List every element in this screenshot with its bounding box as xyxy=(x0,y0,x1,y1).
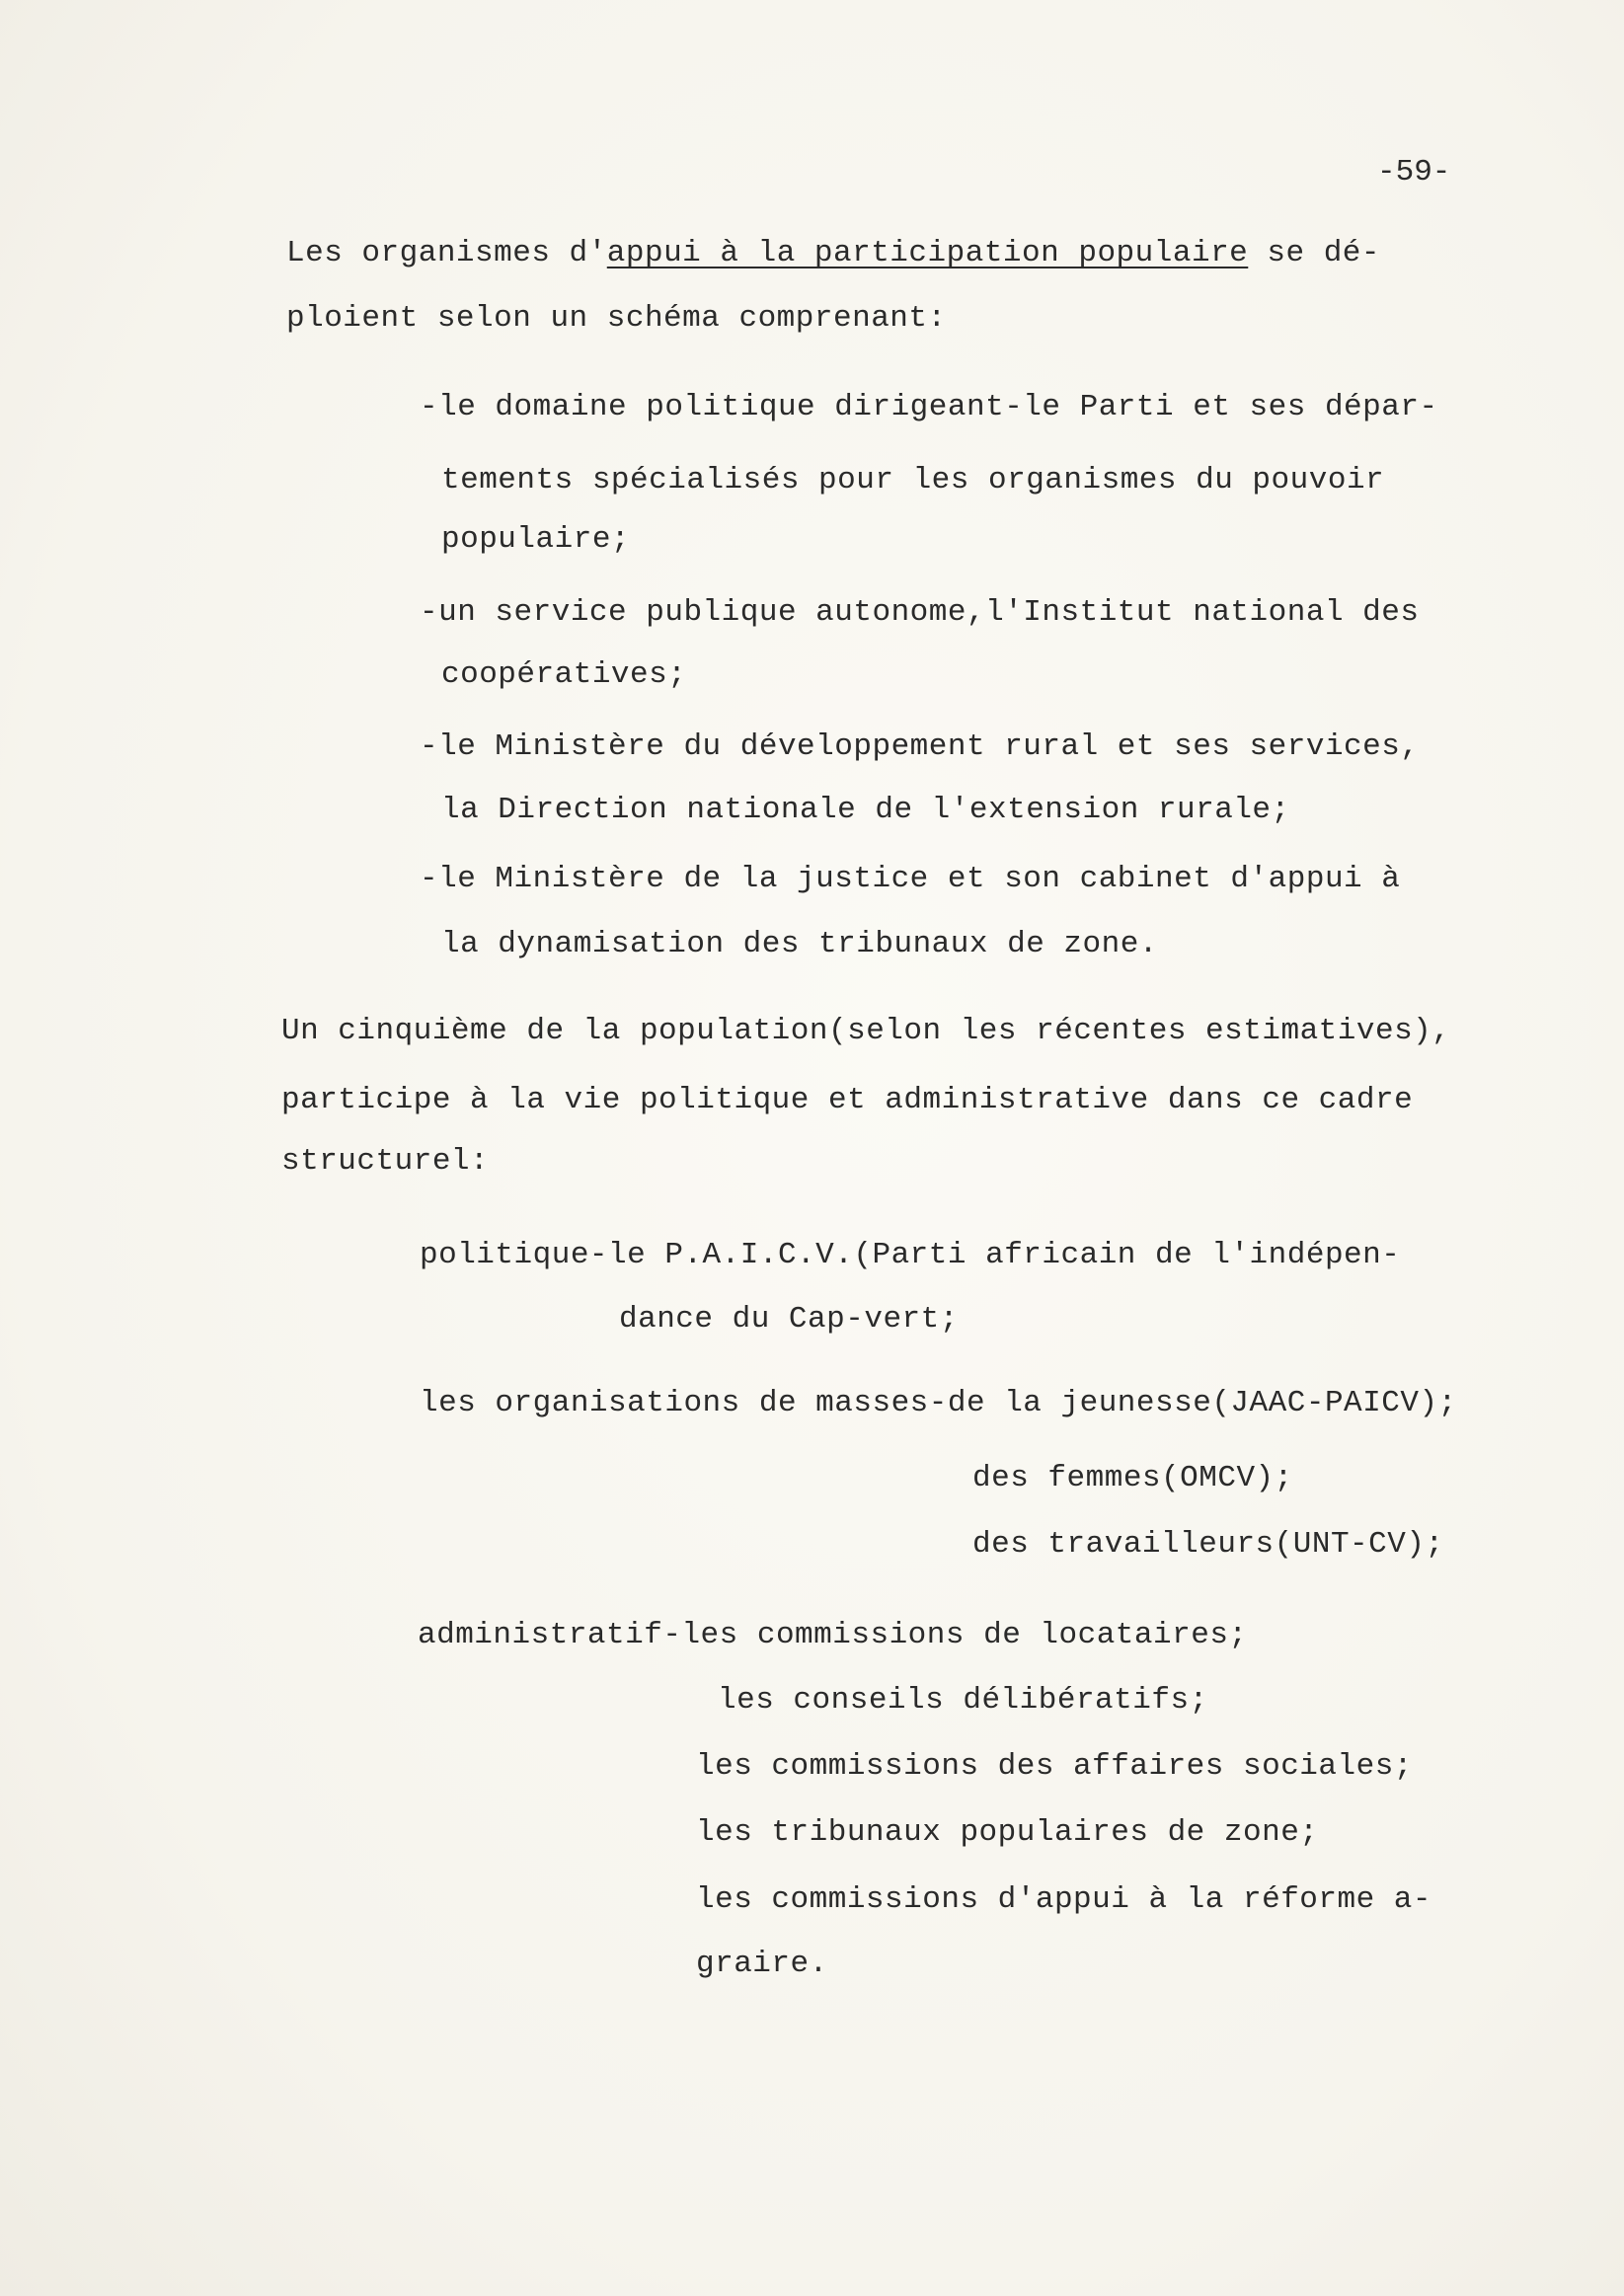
para2-line: participe à la vie politique et administrative dans ce cadre xyxy=(281,1083,1414,1117)
administratif-line: les tribunaux populaires de zone; xyxy=(696,1815,1319,1850)
organisations-line: des travailleurs(UNT-CV); xyxy=(972,1527,1444,1562)
intro-line-2: ploient selon un schéma comprenant: xyxy=(286,301,947,336)
intro-text-post: se dé- xyxy=(1248,236,1381,270)
administratif-line: administratif-les commissions de locataires; xyxy=(418,1618,1248,1652)
list1-line: populaire; xyxy=(441,522,631,557)
page-number: -59- xyxy=(1377,155,1451,190)
list1-line: -le Ministère de la justice et son cabinet d'appui à xyxy=(420,862,1401,896)
para2-line: Un cinquième de la population(selon les récentes estimatives), xyxy=(281,1014,1451,1048)
list1-line: -un service publique autonome,l'Institut national des xyxy=(420,595,1420,630)
administratif-line: les commissions d'appui à la réforme a- xyxy=(696,1882,1432,1917)
list1-line: la Direction nationale de l'extension rurale; xyxy=(441,793,1290,827)
list1-line: la dynamisation des tribunaux de zone. xyxy=(441,927,1158,961)
politique-line: politique-le P.A.I.C.V.(Parti africain de l'indépen- xyxy=(420,1238,1401,1272)
para2-line: structurel: xyxy=(281,1144,490,1179)
organisations-line: des femmes(OMCV); xyxy=(972,1461,1293,1495)
list1-line: -le Ministère du développement rural et ses services, xyxy=(420,729,1420,764)
organisations-line: les organisations de masses-de la jeunesse(JAAC-PAICV); xyxy=(420,1386,1457,1420)
list1-line: tements spécialisés pour les organismes du pouvoir xyxy=(441,463,1385,497)
intro-underlined-phrase: appui à la participation populaire xyxy=(606,236,1249,270)
list1-line: -le domaine politique dirigeant-le Parti et ses dépar- xyxy=(420,390,1438,424)
intro-line-1 xyxy=(286,234,1380,273)
politique-line: dance du Cap-vert; xyxy=(619,1302,959,1337)
intro-text-pre: Les organismes d' xyxy=(286,236,607,270)
administratif-line: graire. xyxy=(696,1947,828,1981)
administratif-line: les conseils délibératifs; xyxy=(718,1683,1208,1718)
administratif-line: les commissions des affaires sociales; xyxy=(696,1749,1413,1784)
list1-line: coopératives; xyxy=(441,657,687,692)
